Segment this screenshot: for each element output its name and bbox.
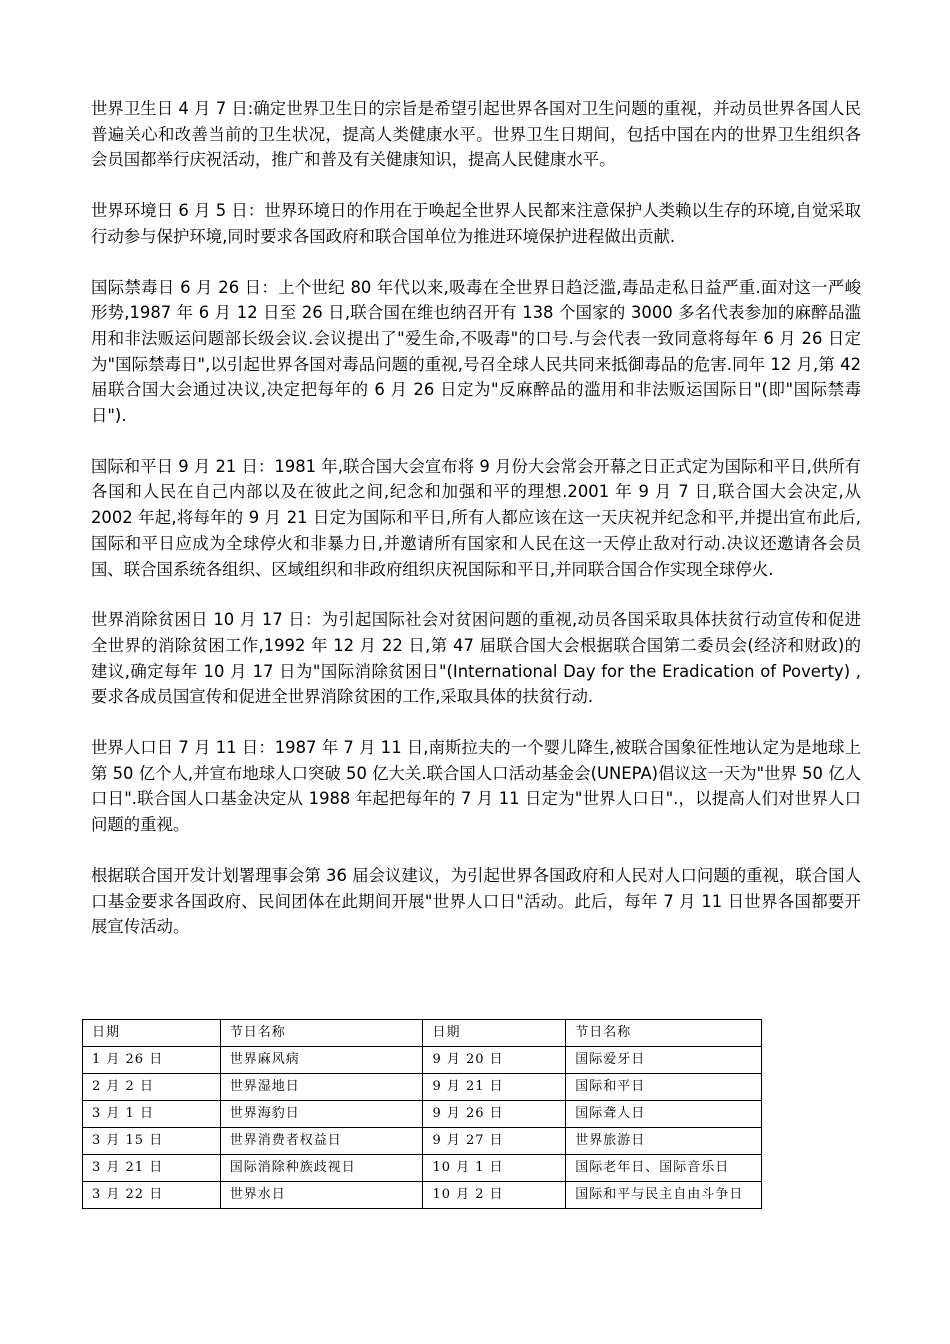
paragraph-world-health-day: 世界卫生日 4 月 7 日:确定世界卫生日的宗旨是希望引起世界各国对卫生问题的重视，并动员世界各国人民普遍关心和改善当前的卫生状况，提高人类健康水平。世界卫生日期间，包括中国在内的世界卫生组织各会员国都举行庆祝活动，推广和普及有关健康知识，提高人民健康水平。: [91, 99, 861, 170]
table-cell: 3 月 1 日: [83, 1101, 221, 1128]
table-cell: 3 月 15 日: [83, 1128, 221, 1155]
table-row: [83, 1074, 762, 1101]
table-row: [83, 1182, 762, 1209]
header-date-1: 日期: [83, 1020, 221, 1047]
table-cell: 国际和平与民主自由斗争日: [566, 1182, 762, 1209]
holiday-table: [82, 1019, 762, 1209]
table-cell: 国际和平日: [566, 1074, 762, 1101]
table-cell: 国际老年日、国际音乐日: [566, 1155, 762, 1182]
table-cell: 9 月 21 日: [423, 1074, 566, 1101]
table-cell: 10 月 1 日: [423, 1155, 566, 1182]
table-row: [83, 1101, 762, 1128]
table-row: [83, 1155, 762, 1182]
header-date-2: 日期: [423, 1020, 566, 1047]
table-row: [83, 1128, 762, 1155]
table-header-row: [83, 1020, 762, 1047]
table-cell: 世界麻风病: [220, 1047, 423, 1074]
table-cell: 9 月 20 日: [423, 1047, 566, 1074]
table-cell: 国际消除种族歧视日: [220, 1155, 423, 1182]
table-cell: 国际爱牙日: [566, 1047, 762, 1074]
table-cell: 3 月 22 日: [83, 1182, 221, 1209]
paragraph-world-environment-day: 世界环境日 6 月 5 日：世界环境日的作用在于唤起全世界人民都来注意保护人类赖以生存的环境,自觉采取行动参与保护环境,同时要求各国政府和联合国单位为推进环境保护进程做出贡献.: [91, 201, 861, 246]
paragraph-poverty-eradication-day: 世界消除贫困日 10 月 17 日：为引起国际社会对贫困问题的重视,动员各国采取具体扶贫行动宣传和促进全世界的消除贫困工作,1992 年 12 月 22 日,第 47 届联合国大会根据联合国第二委员会(经济和财政)的建议,确定每年 10 月 17 日为"国际消除贫困日"(International Day for the Eradication of Poverty) ,要求各成员国宣传和促进全世界消除贫困的工作,采取具体的扶贫行动.: [91, 610, 861, 707]
paragraph-anti-drug-day: 国际禁毒日 6 月 26 日：上个世纪 80 年代以来,吸毒在全世界日趋泛滥,毒品走私日益严重.面对这一严峻形势,1987 年 6 月 12 日至 26 日,联合国在维也纳召开有 138 个国家的 3000 多名代表参加的麻醉品滥用和非法贩运问题部长级会议.会议提出了"爱生命,不吸毒"的口号.与会代表一致同意将每年 6 月 26 日定为"国际禁毒日",以引起世界各国对毒品问题的重视,号召全球人民共同来抵御毒品的危害.同年 12 月,第 42 届联合国大会通过决议,决定把每年的 6 月 26 日定为"反麻醉品的滥用和非法贩运国际日"(即"国际禁毒日").: [91, 277, 861, 426]
table-cell: 世界水日: [220, 1182, 423, 1209]
paragraph-peace-day: 国际和平日 9 月 21 日：1981 年,联合国大会宣布将 9 月份大会常会开幕之日正式定为国际和平日,供所有各国和人民在自己内部以及在彼此之间,纪念和加强和平的理想.2001 年 9 月 7 日,联合国大会决定,从 2002 年起,将每年的 9 月 21 日定为国际和平日,所有人都应该在这一天庆祝并纪念和平,并提出宣布此后,国际和平日应成为全球停火和非暴力日,并邀请所有国家和人民在这一天停止敌对行动.决议还邀请各会员国、联合国系统各组织、区域组织和非政府组织庆祝国际和平日,并同联合国合作实现全球停火.: [91, 456, 861, 579]
header-name-1: 节日名称: [220, 1020, 423, 1047]
document-body: [91, 96, 861, 940]
table-cell: 国际聋人日: [566, 1101, 762, 1128]
table-cell: 世界旅游日: [566, 1128, 762, 1155]
table-cell: 9 月 26 日: [423, 1101, 566, 1128]
table-cell: 9 月 27 日: [423, 1128, 566, 1155]
header-name-2: 节日名称: [566, 1020, 762, 1047]
table-cell: 世界海豹日: [220, 1101, 423, 1128]
table-cell: 1 月 26 日: [83, 1047, 221, 1074]
table-cell: 10 月 2 日: [423, 1182, 566, 1209]
table-cell: 世界消费者权益日: [220, 1128, 423, 1155]
paragraph-world-population-day: 世界人口日 7 月 11 日：1987 年 7 月 11 日,南斯拉夫的一个婴儿降生,被联合国象征性地认定为是地球上第 50 亿个人,并宣布地球人口突破 50 亿大关.联合国人口活动基金会(UNEPA)倡议这一天为"世界 50 亿人口日".联合国人口基金决定从 1988 年起把每年的 7 月 11 日定为"世界人口日".，以提高人们对世界人口问题的重视。: [91, 738, 861, 835]
table-cell: 2 月 2 日: [83, 1074, 221, 1101]
paragraph-population-day-activities: 根据联合国开发计划署理事会第 36 届会议建议，为引起世界各国政府和人民对人口问题的重视，联合国人口基金要求各国政府、民间团体在此期间开展"世界人口日"活动。此后，每年 7 月 11 日世界各国都要开展宣传活动。: [91, 865, 861, 937]
table-cell: 世界湿地日: [220, 1074, 423, 1101]
table-cell: 3 月 21 日: [83, 1155, 221, 1182]
table-row: [83, 1047, 762, 1074]
